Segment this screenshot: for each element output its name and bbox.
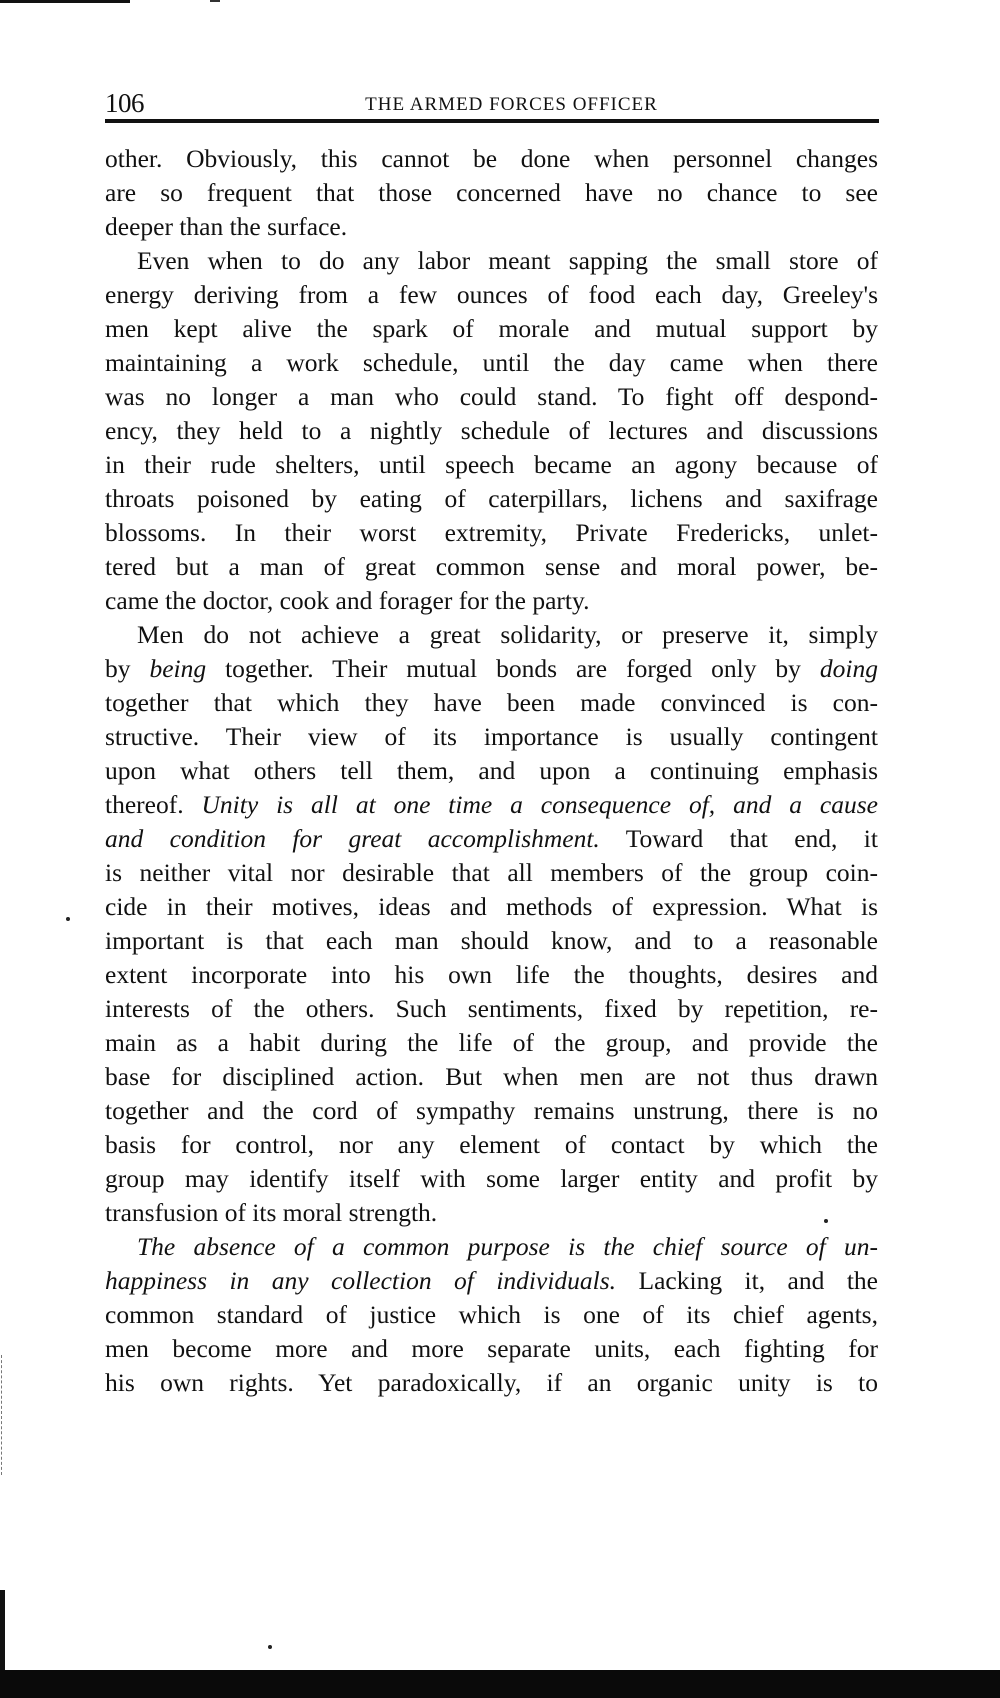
body-text [105,142,878,1400]
running-title: THE ARMED FORCES OFFICER [365,94,658,115]
text-line: extent incorporate into his own life the thoughts, desires and [105,960,878,989]
text-span: Toward that end, it [599,824,878,853]
text-line: Men do not achieve a great solidarity, or preserve it, simply [137,620,878,649]
text-line: deeper than the surface. [105,212,348,241]
page-header [105,86,878,120]
italic-text: being [149,654,207,683]
text-line: basis for control, nor any element of contact by which the [105,1130,878,1159]
text-line: group may identify itself with some larger entity and profit by [105,1164,878,1193]
text-line: important is that each man should know, and to a reasonable [105,926,878,955]
text-line: men become more and more separate units, each fighting for [105,1334,878,1363]
header-rule [105,119,879,123]
text-line: came the doctor, cook and forager for the party. [105,586,590,615]
text-line: main as a habit during the life of the group, and provide the [105,1028,878,1057]
scan-speck [66,917,70,921]
text-line: in their rude shelters, until speech became an agony because of [105,450,878,479]
text-line: cide in their motives, ideas and methods of expression. What is [105,892,878,921]
scan-edge-mark [0,0,130,3]
scan-edge-mark [1,1355,4,1475]
text-line: interests of the others. Such sentiments, fixed by repetition, re- [105,994,878,1023]
text-line [105,1264,878,1298]
text-line: was no longer a man who could stand. To fight off despond- [105,382,878,411]
italic-text: and condition for great accomplishment. [105,824,600,853]
scan-edge-mark [0,1590,5,1680]
text-line: base for disciplined action. But when men are not thus drawn [105,1062,878,1091]
page-number: 106 [105,88,144,118]
text-line: together that which they have been made convinced is con- [105,688,878,717]
scan-bottom-border [0,1670,1000,1698]
italic-text: doing [819,654,878,683]
text-line: are so frequent that those concerned have no chance to see [105,178,878,207]
text-line: energy deriving from a few ounces of food each day, Greeley's [105,280,878,309]
text-line: upon what others tell them, and upon a continuing emphasis [105,756,878,785]
text-line [105,1230,878,1264]
italic-text: The absence of a common purpose is the chief source of un- [137,1232,878,1261]
scan-speck [268,1645,272,1649]
text-line: tered but a man of great common sense and moral power, be- [105,552,878,581]
scan-speck [824,1219,828,1223]
scan-edge-mark [210,0,220,2]
text-span: Lacking it, and the [616,1266,878,1295]
text-line: other. Obviously, this cannot be done when personnel changes [105,144,878,173]
text-line: maintaining a work schedule, until the day came when there [105,348,878,377]
text-line: transfusion of its moral strength. [105,1198,438,1227]
text-line: together and the cord of sympathy remains unstrung, there is no [105,1096,878,1125]
text-span: by [105,654,150,683]
text-line: ency, they held to a nightly schedule of lectures and discussions [105,416,878,445]
text-line: blossoms. In their worst extremity, Private Fredericks, unlet- [105,518,878,547]
italic-text: happiness in any collection of individuals. [105,1266,617,1295]
text-line: is neither vital nor desirable that all members of the group coin- [105,858,878,887]
text-span: thereof. [105,790,202,819]
text-span: together. Their mutual bonds are forged only by [206,654,820,683]
text-line: throats poisoned by eating of caterpillars, lichens and saxifrage [105,484,878,513]
text-line: structive. Their view of its importance is usually contingent [105,722,878,751]
text-line [105,652,878,686]
italic-text: Unity is all at one time a consequence of, and a cause [201,790,878,819]
text-line: men kept alive the spark of morale and mutual support by [105,314,878,343]
text-line [105,822,878,856]
text-line: his own rights. Yet paradoxically, if an organic unity is to [105,1368,878,1397]
text-line [105,788,878,822]
text-line: Even when to do any labor meant sapping the small store of [137,246,878,275]
text-line: common standard of justice which is one of its chief agents, [105,1300,878,1329]
